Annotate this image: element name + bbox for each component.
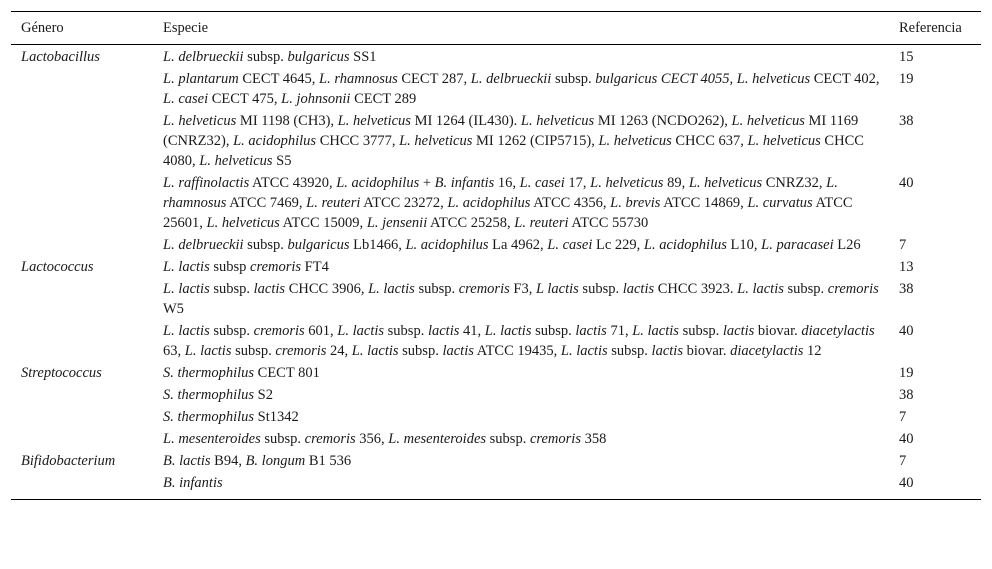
species-name: L. mesenteroides bbox=[163, 431, 261, 447]
species-cell bbox=[153, 256, 889, 278]
strain-text: subsp. bbox=[486, 431, 530, 447]
table-row bbox=[11, 406, 981, 428]
species-name: L lactis bbox=[535, 281, 579, 297]
strain-text: B1 536 bbox=[305, 453, 352, 469]
species-name: L. helveticus bbox=[337, 113, 411, 129]
species-name: S. thermophilus bbox=[163, 365, 255, 381]
species-name: cremoris bbox=[304, 431, 356, 447]
species-name: L. johnsonii bbox=[281, 91, 351, 107]
table-row bbox=[11, 450, 981, 472]
strain-text: subsp. bbox=[607, 343, 652, 359]
table-row bbox=[11, 256, 981, 278]
table-row bbox=[11, 68, 981, 110]
strain-text: 17, bbox=[564, 175, 591, 191]
species-cell bbox=[153, 428, 889, 450]
species-name: L. delbrueckii bbox=[470, 71, 552, 87]
genus-cell bbox=[11, 384, 153, 406]
species-name: L. helveticus bbox=[206, 215, 280, 231]
reference-cell: 19 bbox=[899, 71, 914, 87]
strain-text: MI 1198 (CH3), bbox=[236, 113, 338, 129]
strain-text: S5 bbox=[272, 153, 292, 169]
strain-text: CHCC 3777, bbox=[316, 133, 400, 149]
species-name: L. brevis bbox=[610, 195, 661, 211]
species-name: L. lactis bbox=[163, 323, 210, 339]
strain-text: Lc 229, bbox=[592, 237, 644, 253]
strain-text: B94, bbox=[210, 453, 246, 469]
reference-cell: 40 bbox=[899, 431, 914, 447]
strain-text: ATCC 25258, bbox=[427, 215, 515, 231]
species-name: lactis bbox=[253, 281, 286, 297]
species-name: cremoris bbox=[827, 281, 879, 297]
species-cell bbox=[153, 110, 889, 172]
reference-cell: 40 bbox=[889, 472, 981, 500]
genus-cell bbox=[11, 68, 153, 110]
strain-text: CECT 801 bbox=[254, 365, 320, 381]
reference-cell: 38 bbox=[899, 387, 914, 403]
strain-text: ATCC 43920, bbox=[249, 175, 337, 191]
species-name: L. lactis bbox=[184, 343, 232, 359]
species-name: L. lactis bbox=[737, 281, 784, 297]
species-name: L. plantarum bbox=[163, 71, 239, 87]
species-name: cremoris bbox=[250, 259, 302, 275]
species-name: B. lactis bbox=[163, 453, 211, 469]
strain-text: MI 1262 (CIP5715), bbox=[472, 133, 599, 149]
strain-text: S2 bbox=[254, 387, 273, 403]
species-name: L. helveticus bbox=[731, 113, 805, 129]
strain-text: 358 bbox=[580, 431, 607, 447]
strain-text: F3, bbox=[509, 281, 536, 297]
header-genus: Género bbox=[11, 12, 153, 45]
strain-text: ATCC 14869, bbox=[660, 195, 748, 211]
table-row bbox=[11, 362, 981, 384]
strain-text: subsp. bbox=[260, 431, 305, 447]
strain-table bbox=[11, 11, 981, 500]
species-cell bbox=[153, 406, 889, 428]
strain-text: 24, bbox=[326, 343, 352, 359]
species-name: L. acidophilus bbox=[405, 237, 489, 253]
species-name: L. rhamnosus bbox=[319, 71, 398, 87]
species-name: L. delbrueckii bbox=[163, 49, 244, 65]
species-name: L. helveticus bbox=[747, 133, 821, 149]
species-name: L. acidophilus bbox=[233, 133, 317, 149]
strain-text: CECT 287, bbox=[397, 71, 471, 87]
reference-cell: 15 bbox=[899, 49, 914, 65]
species-name: L. lactis bbox=[351, 343, 399, 359]
species-name: L. paracasei bbox=[761, 237, 834, 253]
species-name: L. acidophilus bbox=[447, 195, 531, 211]
species-name: L. casei bbox=[547, 237, 593, 253]
strain-text: ATCC 23272, bbox=[360, 195, 448, 211]
strain-text: ATCC 55730 bbox=[568, 215, 649, 231]
species-name: L. lactis bbox=[163, 259, 210, 275]
strain-text: subsp. bbox=[243, 237, 288, 253]
strain-text: subsp. bbox=[783, 281, 828, 297]
reference-cell: 13 bbox=[899, 259, 914, 275]
species-cell bbox=[153, 320, 889, 362]
strain-text: CHCC 3923. bbox=[654, 281, 738, 297]
species-name: L. mesenteroides bbox=[388, 431, 487, 447]
header-species: Especie bbox=[153, 12, 889, 45]
reference-cell: 38 bbox=[899, 281, 914, 297]
species-name: diacetylactis bbox=[801, 323, 875, 339]
reference-cell: 40 bbox=[899, 323, 914, 339]
strain-text: L10, bbox=[726, 237, 762, 253]
strain-text: subsp bbox=[209, 259, 251, 275]
table-header bbox=[11, 12, 981, 45]
table-row bbox=[11, 472, 981, 500]
strain-text: subsp. bbox=[678, 323, 723, 339]
table-row bbox=[11, 172, 981, 234]
species-name: L. lactis bbox=[632, 323, 679, 339]
table-row bbox=[11, 45, 981, 69]
strain-text: + bbox=[419, 175, 435, 191]
genus-cell bbox=[11, 278, 153, 320]
strain-text: biovar. bbox=[682, 343, 731, 359]
strain-text: FT4 bbox=[301, 259, 329, 275]
strain-text: subsp. bbox=[209, 323, 254, 339]
header-row bbox=[11, 12, 981, 45]
species-name: L. helveticus bbox=[590, 175, 664, 191]
genus-cell: Lactobacillus bbox=[21, 49, 100, 65]
species-name: L. curvatus bbox=[747, 195, 813, 211]
species-name: L. lactis bbox=[337, 323, 385, 339]
species-name: cremoris bbox=[458, 281, 510, 297]
species-name: cremoris bbox=[529, 431, 581, 447]
species-name: cremoris bbox=[275, 343, 327, 359]
strain-text: CNRZ32, bbox=[762, 175, 827, 191]
strain-text: 356, bbox=[355, 431, 389, 447]
genus-cell bbox=[11, 234, 153, 256]
species-name: cremoris bbox=[253, 323, 305, 339]
strain-text: CECT 4645, bbox=[238, 71, 320, 87]
species-cell bbox=[153, 362, 889, 384]
species-name: B. infantis bbox=[434, 175, 495, 191]
species-name: L. helveticus bbox=[520, 113, 595, 129]
strain-text: ATCC 4356, bbox=[530, 195, 611, 211]
reference-cell: 40 bbox=[899, 175, 914, 191]
species-name: lactis bbox=[575, 323, 607, 339]
species-name: S. thermophilus bbox=[163, 387, 255, 403]
reference-cell: 38 bbox=[899, 113, 914, 129]
genus-cell bbox=[11, 320, 153, 362]
table-row bbox=[11, 110, 981, 172]
reference-cell: 7 bbox=[899, 453, 907, 469]
strain-text: MI 1264 (IL430). bbox=[410, 113, 521, 129]
species-name: L. helveticus bbox=[688, 175, 763, 191]
species-name: S. thermophilus bbox=[163, 409, 255, 425]
species-cell bbox=[153, 278, 889, 320]
reference-cell: 7 bbox=[899, 237, 907, 253]
strain-text: MI 1169 (CNRZ32), bbox=[163, 113, 859, 149]
species-name: L. acidophilus bbox=[336, 175, 420, 191]
strain-text: CECT 402, bbox=[810, 71, 880, 87]
species-name: L. acidophilus bbox=[643, 237, 727, 253]
species-name: L. reuteri bbox=[306, 195, 361, 211]
table-container bbox=[11, 11, 981, 500]
strain-text: subsp. bbox=[231, 343, 276, 359]
strain-text: 89, bbox=[663, 175, 689, 191]
species-name: L. jensenii bbox=[366, 215, 428, 231]
strain-text: ATCC 19435, bbox=[473, 343, 561, 359]
species-name: lactis bbox=[427, 323, 460, 339]
strain-text: CHCC 4080, bbox=[163, 133, 864, 169]
species-cell bbox=[153, 384, 889, 406]
species-name: L. casei bbox=[163, 91, 209, 107]
species-name: L. delbrueckii bbox=[163, 237, 244, 253]
genus-cell bbox=[11, 110, 153, 172]
genus-cell bbox=[11, 428, 153, 450]
species-name: lactis bbox=[651, 343, 683, 359]
species-cell bbox=[153, 472, 889, 500]
strain-text: ATCC 15009, bbox=[279, 215, 367, 231]
strain-text: St1342 bbox=[254, 409, 299, 425]
species-name: L. rhamnosus bbox=[163, 175, 838, 211]
strain-text: CHCC 637, bbox=[671, 133, 748, 149]
table-row bbox=[11, 384, 981, 406]
strain-text: SS1 bbox=[349, 49, 377, 65]
strain-text: CHCC 3906, bbox=[285, 281, 369, 297]
strain-text: CECT 289 bbox=[350, 91, 417, 107]
strain-text: subsp. bbox=[531, 323, 576, 339]
species-name: L. reuteri bbox=[514, 215, 569, 231]
reference-cell: 19 bbox=[899, 365, 914, 381]
species-name: diacetylactis bbox=[730, 343, 804, 359]
species-name: L. helveticus bbox=[399, 133, 473, 149]
species-name: lactis bbox=[442, 343, 474, 359]
species-name: L. lactis bbox=[368, 281, 415, 297]
species-name: lactis bbox=[622, 281, 655, 297]
header-reference: Referencia bbox=[889, 12, 981, 45]
species-name: L. raffinolactis bbox=[163, 175, 250, 191]
species-name: L. helveticus bbox=[163, 113, 237, 129]
genus-cell: Streptococcus bbox=[21, 365, 102, 381]
strain-text: CECT 475, bbox=[208, 91, 282, 107]
strain-text: Lb1466, bbox=[349, 237, 406, 253]
species-name: B. infantis bbox=[163, 475, 223, 491]
strain-text: 601, bbox=[304, 323, 338, 339]
strain-text: subsp. bbox=[414, 281, 459, 297]
species-cell bbox=[153, 234, 889, 256]
strain-text: subsp. bbox=[578, 281, 623, 297]
strain-text: subsp. bbox=[209, 281, 254, 297]
table-row bbox=[11, 428, 981, 450]
species-name: L. casei bbox=[519, 175, 565, 191]
species-name: B. longum bbox=[245, 453, 306, 469]
strain-text: 16, bbox=[494, 175, 520, 191]
species-cell bbox=[153, 68, 889, 110]
strain-text: 63, bbox=[163, 343, 185, 359]
species-name: L. helveticus bbox=[199, 153, 273, 169]
table-row bbox=[11, 320, 981, 362]
strain-text: 41, bbox=[459, 323, 485, 339]
species-name: L. lactis bbox=[163, 281, 210, 297]
strain-text: subsp. bbox=[243, 49, 288, 65]
strain-text: L26 bbox=[833, 237, 861, 253]
species-name: L. lactis bbox=[560, 343, 608, 359]
strain-text: MI 1263 (NCDO262), bbox=[594, 113, 732, 129]
strain-text: 12 bbox=[803, 343, 822, 359]
strain-text: ATCC 25601, bbox=[163, 195, 853, 231]
species-cell bbox=[153, 172, 889, 234]
species-name: bulgaricus bbox=[287, 49, 350, 65]
strain-text: biovar. bbox=[754, 323, 802, 339]
genus-cell bbox=[11, 406, 153, 428]
genus-cell: Lactococcus bbox=[21, 259, 94, 275]
genus-cell bbox=[11, 472, 153, 500]
genus-cell: Bifidobacterium bbox=[21, 453, 116, 469]
species-cell bbox=[153, 45, 889, 69]
species-name: lactis bbox=[722, 323, 755, 339]
species-name: bulgaricus bbox=[287, 237, 350, 253]
species-name: bulgaricus CECT 4055, L. helveticus bbox=[595, 71, 811, 87]
species-name: L. lactis bbox=[484, 323, 532, 339]
strain-text: subsp. bbox=[384, 323, 428, 339]
table-row bbox=[11, 234, 981, 256]
strain-text: La 4962, bbox=[488, 237, 548, 253]
strain-text: subsp. bbox=[398, 343, 443, 359]
species-name: L. helveticus bbox=[598, 133, 672, 149]
strain-text: subsp. bbox=[551, 71, 596, 87]
table-body bbox=[11, 45, 981, 500]
table-row bbox=[11, 278, 981, 320]
strain-text: 71, bbox=[606, 323, 633, 339]
strain-text: W5 bbox=[163, 301, 184, 317]
genus-cell bbox=[11, 172, 153, 234]
reference-cell: 7 bbox=[899, 409, 907, 425]
species-cell bbox=[153, 450, 889, 472]
strain-text: ATCC 7469, bbox=[226, 195, 307, 211]
